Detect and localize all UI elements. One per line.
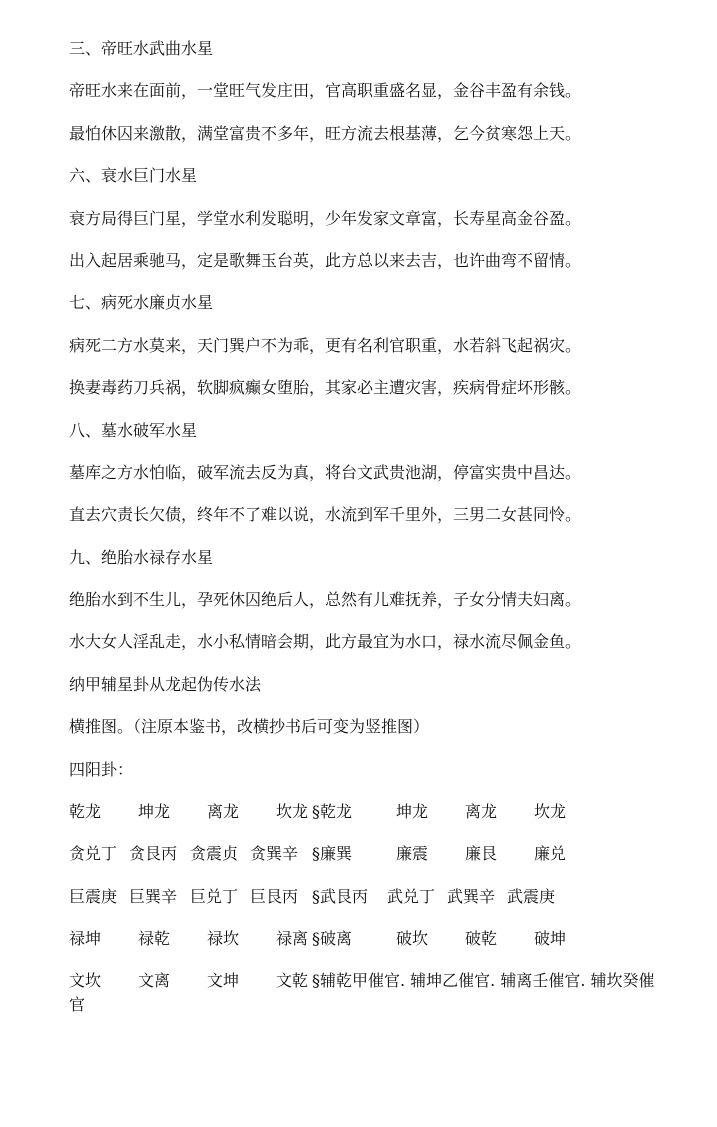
table-cell: 巨巽辛 [129,886,178,906]
table-cell: 贪兑丁 [69,844,118,864]
section-heading: 三、帝旺水武曲水星 [69,39,214,58]
table-cell: 文离 [138,970,171,990]
table-cell: 离龙 [465,802,498,822]
table-cell: 武兑丁 [387,886,436,906]
table-cell: 破乾 [465,929,498,949]
section-heading: 六、衰水巨门水星 [69,166,198,186]
verse-line: 水大女人淫乱走，水小私情暗会期，此方最宜为水口，禄水流尽佩金鱼。 [69,632,582,652]
section-heading: 七、病死水廉贞水星 [69,293,214,313]
table-cell: 坎龙 [276,802,309,822]
table-cell: 坤龙 [138,802,171,822]
table-cell: 廉兑 [534,844,567,864]
table-cell: §乾龙 [312,802,353,822]
table-row [69,926,679,952]
verse-line: 衰方局得巨门星，学堂水利发聪明，少年发家文章富，长寿星高金谷盈。 [69,208,582,228]
table-cell: 文坤 [207,970,240,990]
verse-line: 出入起居乘驰马，定是歌舞玉台英，此方总以来去吉，也许曲弯不留情。 [69,250,582,270]
table-cell: 贪震贞 [190,844,239,864]
table-cell: 坤龙 [396,802,429,822]
verse-line: 帝旺水来在面前，一堂旺气发庄田，官高职重盛名显，金谷丰盈有余钱。 [69,81,582,101]
table-row [69,884,679,910]
document-page [69,36,679,1017]
table-cell: §辅乾甲催官. 辅坤乙催官. 辅离壬催官. 辅坎癸催官 [69,970,655,1014]
section-heading: 纳甲辅星卦从龙起伪传水法 [69,674,262,694]
table-cell: 巨艮丙 [250,886,299,906]
section-heading: 四阳卦： [69,759,134,779]
table-row [69,969,669,1017]
table-cell: 文坎 [69,970,102,990]
table-cell: 贪巽辛 [250,844,299,864]
verse-line: 墓库之方水怕临，破军流去反为真，将台文武贵池湖，停富实贵中昌达。 [69,462,582,482]
table-cell: §廉巽 [312,844,353,864]
table-cell: 贪艮丙 [129,844,178,864]
table-cell: 破坎 [396,929,429,949]
table-cell: 禄坎 [207,929,240,949]
verse-line: 绝胎水到不生儿，孕死休囚绝后人，总然有儿难抚养，子女分情夫妇离。 [69,590,582,610]
section-heading: 八、墓水破军水星 [69,420,198,440]
table-cell: 巨兑丁 [190,886,239,906]
table-cell: 禄坤 [69,929,102,949]
table-cell: 坎龙 [534,802,567,822]
table-cell: 巨震庚 [69,886,118,906]
table-row [69,841,679,867]
table-row [69,799,679,825]
table-cell: 武巽辛 [447,886,496,906]
table-cell: §破离 [312,929,353,949]
table-cell: 破坤 [534,929,567,949]
verse-line: 直去穴责长欠债，终年不了难以说，水流到军千里外，三男二女甚同怜。 [69,505,582,525]
table-cell: 离龙 [207,802,240,822]
table-cell: §武艮丙 [312,886,369,906]
section-heading: 九、绝胎水禄存水星 [69,547,214,567]
table-cell: 廉震 [396,844,429,864]
verse-line: 换妻毒药刀兵祸，软脚疯癫女堕胎，其家必主遭灾害，疾病骨症坏形骸。 [69,378,582,398]
table-cell: 乾龙 [69,802,102,822]
table-cell: 禄离 [276,929,309,949]
table-cell: 禄乾 [138,929,171,949]
verse-line: 病死二方水莫来，天门巽户不为乖，更有名利官职重，水若斜飞起祸灾。 [69,335,582,355]
table-cell: 廉艮 [465,844,498,864]
verse-line: 最怕休囚来激散，满堂富贵不多年，旺方流去根基薄，乞今贫寒怨上天。 [69,123,582,143]
table-cell: 文乾 [276,970,309,990]
note-line: 横推图。（注原本鉴书，改横抄书后可变为竖推图） [69,717,430,737]
table-cell: 武震庚 [507,886,556,906]
